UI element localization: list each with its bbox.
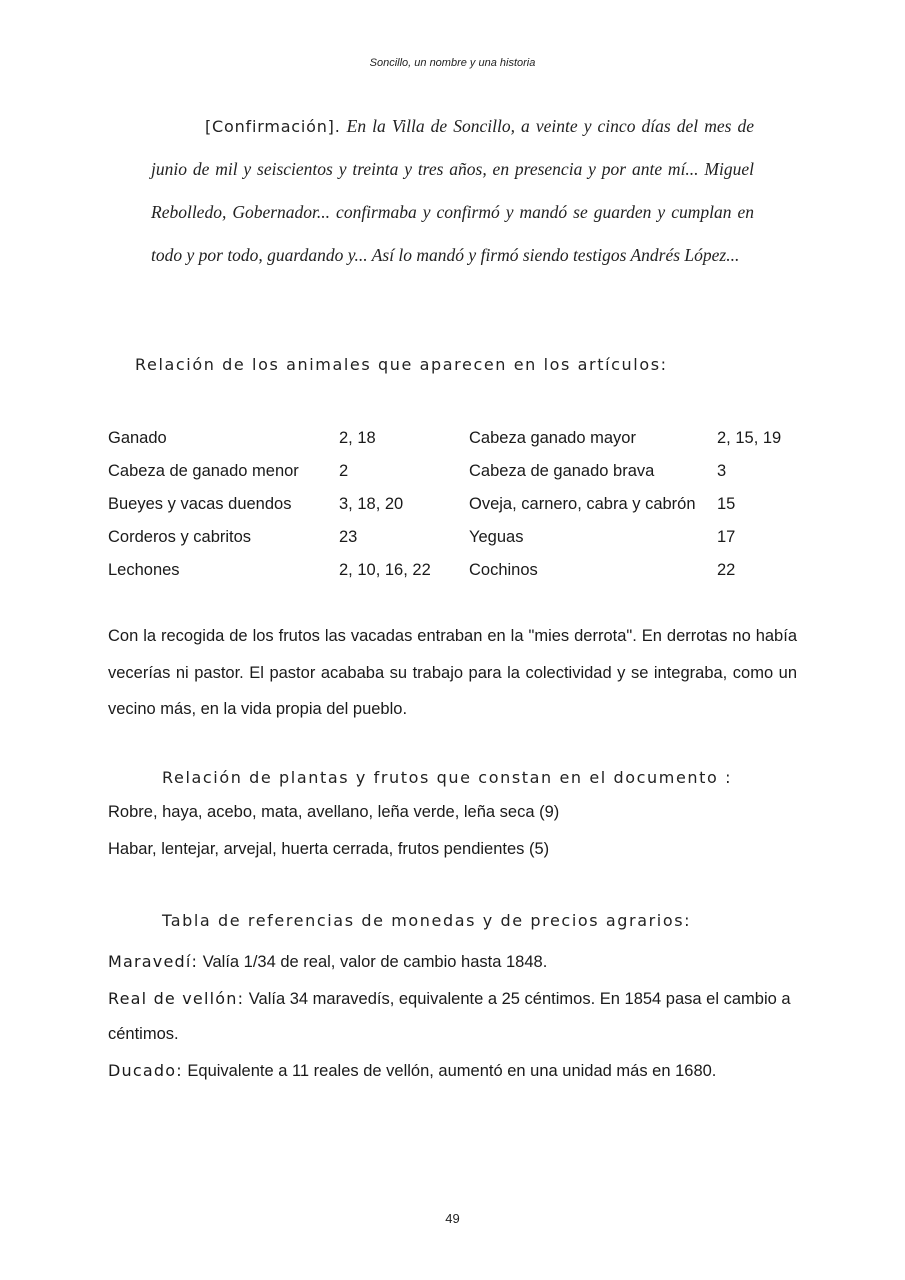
page-number: 49	[445, 1211, 460, 1226]
table-row	[108, 488, 787, 521]
coin-entry	[108, 1053, 808, 1090]
animal-name: Oveja, carnero, cabra y cabrón	[469, 495, 696, 513]
article-refs: 2, 15, 19	[717, 429, 782, 447]
plants-heading: Relación de plantas y frutos que constan en el documento :	[162, 768, 733, 787]
table-row	[108, 422, 787, 455]
animal-name: Cabeza de ganado brava	[469, 462, 655, 480]
animal-name: Ganado	[108, 429, 167, 447]
coins-list	[108, 944, 808, 1089]
coin-entry	[108, 944, 808, 981]
coin-description: Valía 1/34 de real, valor de cambio hasta 1848.	[198, 953, 548, 971]
coin-description: Valía 34 maravedís, equivalente a 25 céntimos. En 1854 pasa el cambio a céntimos.	[108, 989, 791, 1043]
article-refs: 2, 18	[339, 429, 376, 447]
quote-tag: [Confirmación].	[205, 117, 341, 136]
quote-text: En la Villa de Soncillo, a veinte y cinco días del mes de junio de mil y seiscientos y treinta y tres años, en presencia y por ante mí... Miguel Rebolledo, Gobernador... confirmaba y confirmó y mandó se guarden y cumplan en todo y por todo, guardando y... Así lo mandó y firmó siendo testigos Andrés López...	[151, 116, 754, 265]
table-row	[108, 521, 787, 554]
animal-name: Cabeza ganado mayor	[469, 429, 636, 447]
article-refs: 3	[717, 462, 727, 480]
coin-term: Real de vellón:	[108, 988, 245, 1008]
coin-entry	[108, 981, 808, 1053]
table-row	[108, 455, 787, 488]
animal-name: Corderos y cabritos	[108, 528, 252, 546]
article-refs: 2, 10, 16, 22	[339, 561, 431, 579]
article-refs: 15	[717, 495, 736, 513]
article-refs: 3, 18, 20	[339, 495, 404, 513]
animal-name: Yeguas	[469, 528, 524, 546]
animals-heading: Relación de los animales que aparecen en los artículos:	[135, 355, 668, 374]
article-refs: 22	[717, 561, 736, 579]
coin-term: Maravedí:	[108, 952, 199, 971]
coin-term: Ducado:	[108, 1060, 183, 1080]
table-row	[108, 554, 787, 587]
plants-line: Robre, haya, acebo, mata, avellano, leña verde, leña seca (9)	[108, 803, 560, 821]
article-refs: 2	[339, 462, 349, 480]
animals-table	[108, 422, 787, 587]
animal-name: Cochinos	[469, 561, 538, 579]
article-refs: 23	[339, 528, 358, 546]
animal-name: Bueyes y vacas duendos	[108, 495, 292, 513]
coin-description: Equivalente a 11 reales de vellón, aumentó en una unidad más en 1680.	[182, 1061, 717, 1080]
coins-heading: Tabla de referencias de monedas y de precios agrarios:	[162, 911, 692, 930]
animal-name: Lechones	[108, 561, 180, 579]
confirmation-quote	[151, 105, 754, 277]
body-paragraph: Con la recogida de los frutos las vacadas entraban en la "mies derrota". En derrotas no había vecerías ni pastor. El pastor acababa su trabajo para la colectividad y se integraba, como un vecino más, en la vida propia del pueblo.	[108, 627, 797, 718]
article-refs: 17	[717, 528, 736, 546]
plants-line: Habar, lentejar, arvejal, huerta cerrada, frutos pendientes (5)	[108, 840, 550, 858]
running-header: Soncillo, un nombre y una historia	[369, 57, 536, 69]
animal-name: Cabeza de ganado menor	[108, 462, 299, 480]
